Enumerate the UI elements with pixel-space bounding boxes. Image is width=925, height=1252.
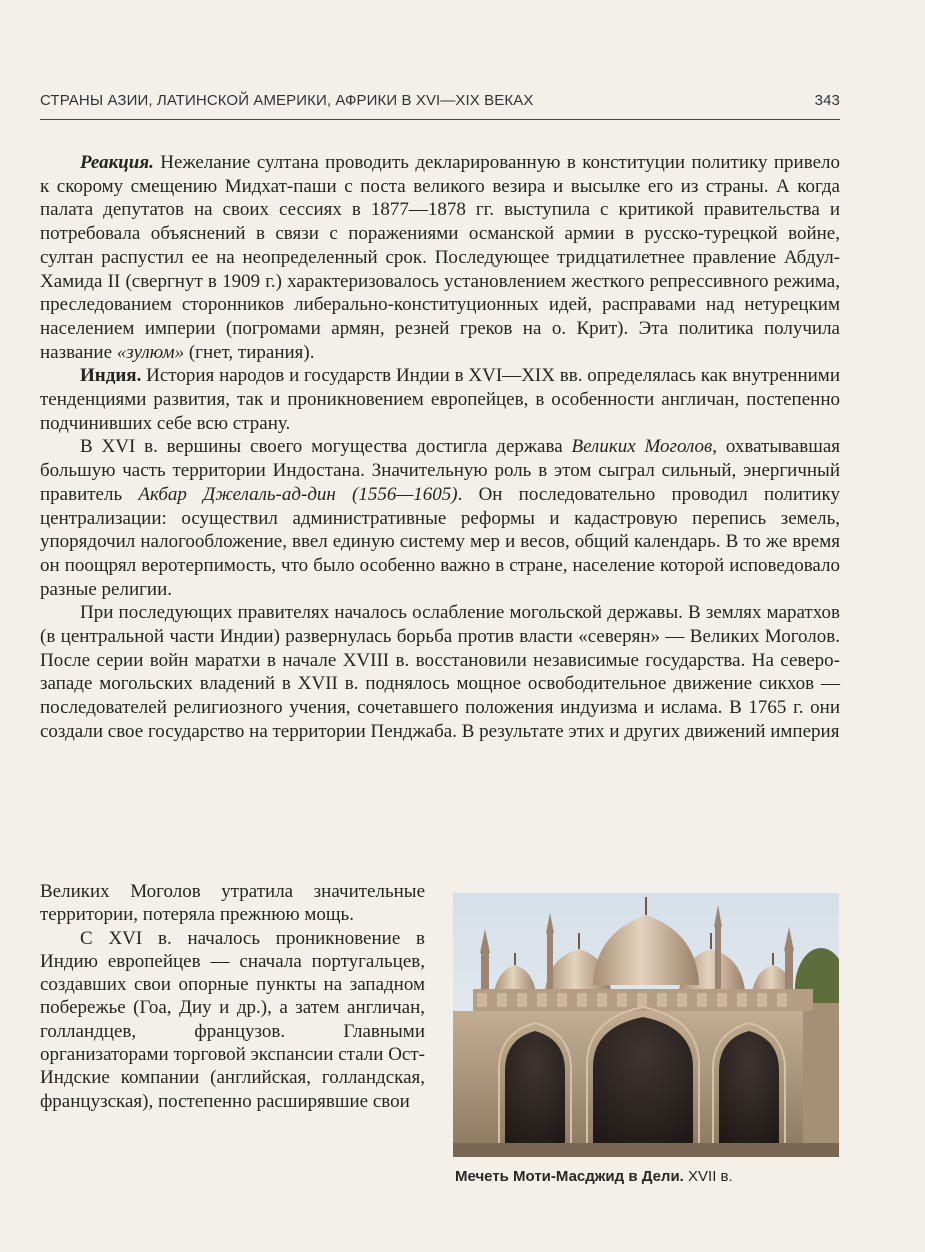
paragraph-reaction	[40, 151, 840, 364]
paragraph-decline-continued	[40, 880, 425, 927]
paragraph-europeans	[40, 927, 425, 1113]
paragraph-india	[40, 364, 840, 435]
term-akbar: Акбар Джелаль-ад-дин (1556—1605)	[138, 483, 458, 505]
term-reaction: Реакция.	[80, 152, 154, 173]
paragraph-text: Великих Моголов утратила значительные территории, потеряла прежнюю мощь.	[40, 881, 425, 926]
mosque-photo-figure	[453, 893, 839, 1165]
paragraph-mughals	[40, 435, 840, 601]
figure-caption	[455, 1168, 855, 1185]
main-text-block	[40, 151, 840, 744]
paragraph-text: История народов и государств Индии в XVI—XIX вв. определялась как внутренними тенденциями развития, так и проникновением европейцев, в особенности англичан, постепенно подчинивших себе всю страну.	[40, 365, 840, 434]
term-india: Индия.	[80, 365, 142, 387]
paragraph-decline	[40, 601, 840, 743]
header-divider	[40, 119, 840, 120]
paragraph-text: . Он последовательно проводил политику централизации: осуществил административные реформы и кадастровую перепись земель, упорядочил налогообложение, ввел единую систему мер и весов, общий календарь. В то же время он поощрял веротерпимость, что было особенно важно в стране, население которой исповедовало разные религии.	[40, 483, 840, 600]
running-title: СТРАНЫ АЗИИ, ЛАТИНСКОЙ АМЕРИКИ, АФРИКИ В XVI—XIX ВЕКАХ	[40, 92, 534, 109]
term-great-mughals: Великих Моголов	[571, 436, 713, 458]
paragraph-text: Нежелание султана проводить декларированную в конституции политику привело к скорому смещению Мидхат-паши с поста великого везира и высылке его из страны. А когда палата депутатов на своих сессиях в 1877—1878 гг. выступила с критикой правительства и потребовала объяснений в связи с поражениями османской армии в русско-турецкой войне, султан распустил ее на неопределенный срок. Последующее тридцатилетнее правление Абдул-Хамида II (свергнут в 1909 г.) характеризовалось установлением жесткого репрессивного режима, преследованием сторонников либерально-конституционных идей, расправами над нетурецким населением империи (погромами армян, резней греков на о. Крит). Эта политика получила название	[40, 152, 840, 363]
page-number: 343	[814, 92, 840, 109]
paragraph-text: (гнет, тирания).	[184, 341, 315, 363]
moti-masjid-photo	[453, 893, 839, 1157]
paragraph-text: При последующих правителях началось ослабление могольской державы. В землях маратхов (в центральной части Индии) развернулась борьба против власти «северян» — Великих Моголов. После серии войн маратхи в начале XVIII в. восстановили независимые государства. На северо-западе могольских владений в XVII в. поднялось мощное освободительное движение сикхов — последователей религиозного учения, сочетавшего положения индуизма и ислама. В 1765 г. они создали свое государство на территории Пенджаба. В результате этих и других движений империя	[40, 602, 840, 742]
paragraph-text: В XVI в. вершины своего могущества достигла держава	[80, 436, 572, 458]
caption-date: XVII в.	[683, 1168, 733, 1185]
running-header	[40, 86, 840, 112]
wrapped-text-block	[40, 880, 425, 1113]
term-zulum: «зулюм»	[116, 341, 185, 363]
paragraph-text: , охватывавшая большую часть территории Индостана. Значительную роль в этом сыграл сильный, энергичный правитель	[40, 436, 841, 505]
caption-title: Мечеть Моти-Масджид в Дели.	[455, 1168, 684, 1185]
paragraph-text: С XVI в. началось проникновение в Индию европейцев — сначала португальцев, создавших свои опорные пункты на западном побережье (Гоа, Диу и др.), а затем англичан, голландцев, французов. Главными организаторами торговой экспансии стали Ост-Индские компании (английская, голландская, французская), постепенно расширявшие свои	[40, 927, 425, 1112]
